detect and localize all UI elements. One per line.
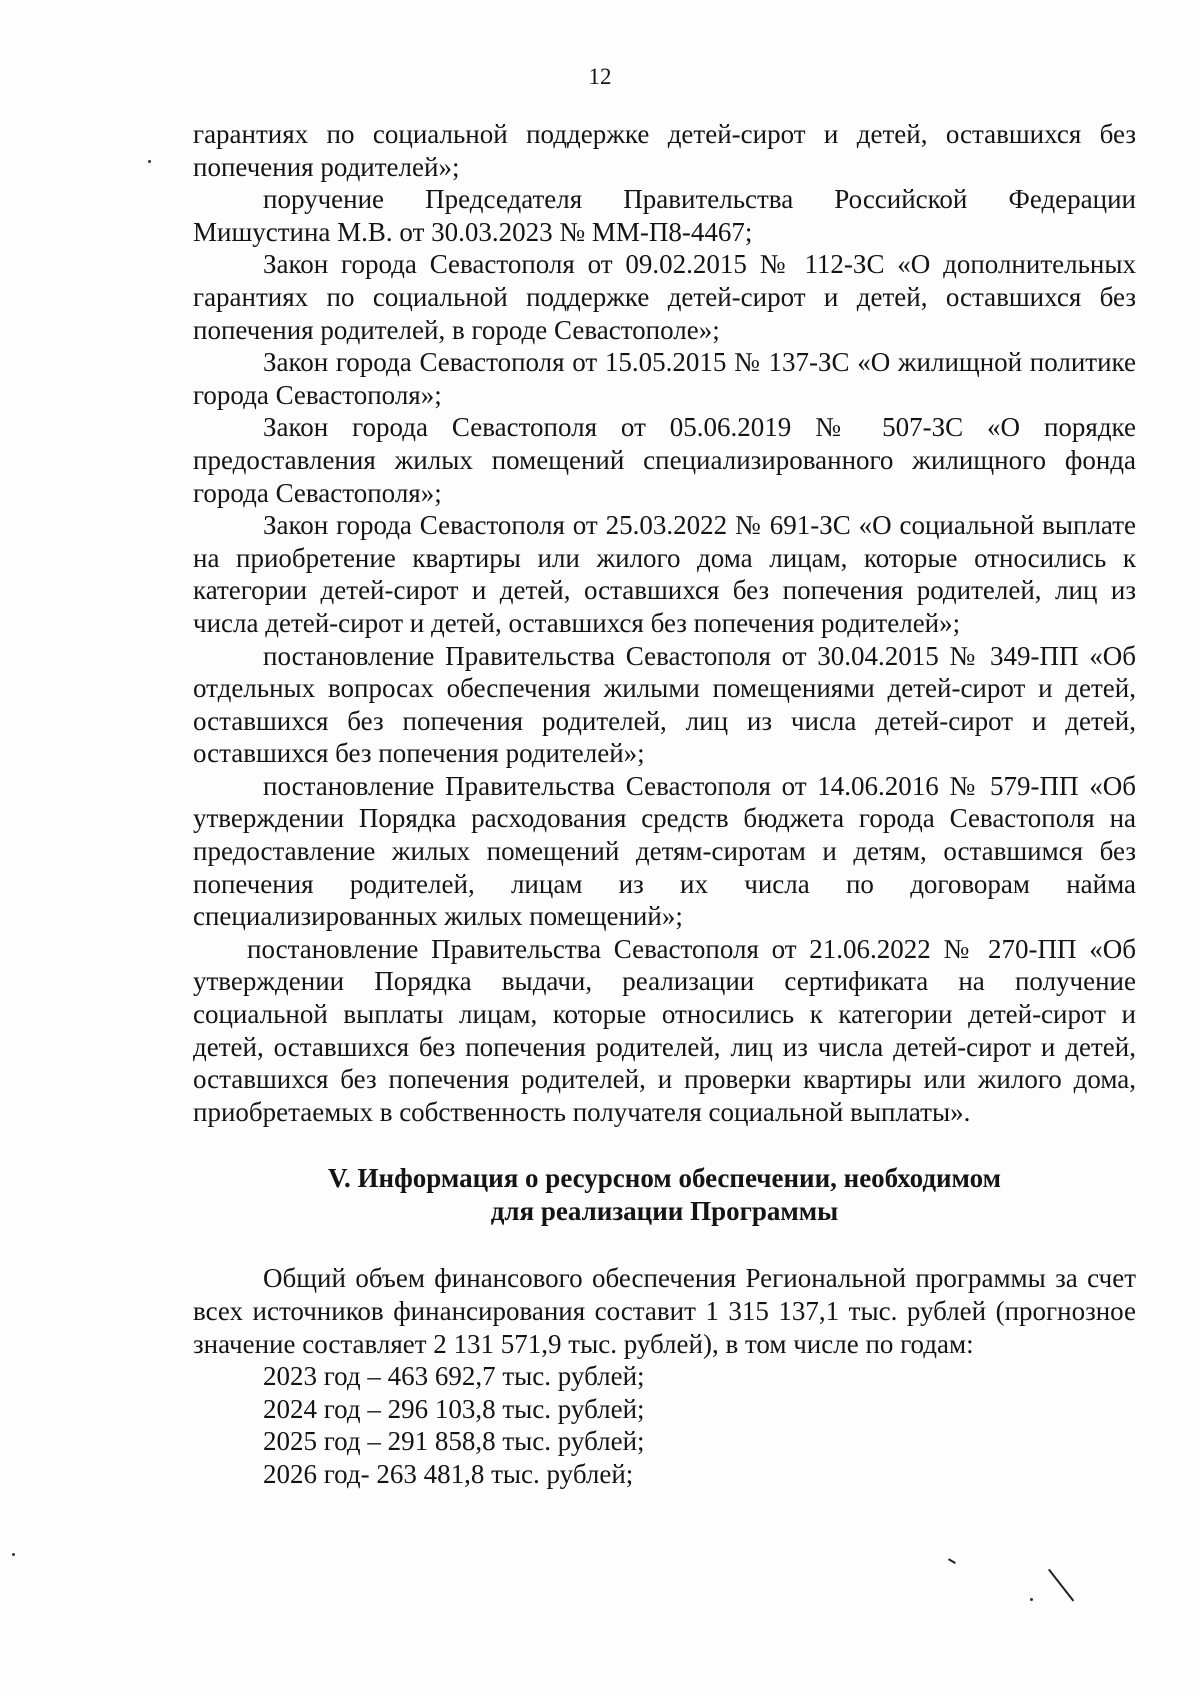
section-heading-line-2: для реализации Программы	[490, 1196, 839, 1227]
paragraph-continuation: гарантиях по социальной поддержке детей-сирот и детей, оставшихся без попечения родителей»;	[193, 119, 1136, 182]
scan-speck	[12, 1553, 15, 1556]
paragraph-resolution-270: постановление Правительства Севастополя от 21.06.2022 № 270-ПП «Об утверждении Порядка выдачи, реализации сертификата на получение социальной выплаты лицам, которые относились к категории детей-сирот и детей, оставшихся без попечения родителей, лиц из числа детей-сирот и детей, оставшихся без попечения родителей, и проверки квартиры или жилого дома, приобретаемых в собственность получателя социальной выплаты».	[193, 933, 1136, 1127]
paragraph-resolution-579: постановление Правительства Севастополя от 14.06.2016 № 579-ПП «Об утверждении Порядка расходования средств бюджета города Севастополя на предоставление жилых помещений детям-сиротам и детям, оставшимся без попечения родителей, лицам из их числа по договорам найма специализированных жилых помещений»;	[193, 770, 1136, 932]
year-line-2023: 2023 год – 463 692,7 тыс. рублей;	[263, 1361, 645, 1392]
paragraph-resolution-349: постановление Правительства Севастополя от 30.04.2015 № 349-ПП «Об отдельных вопросах обеспечения жилыми помещениями детей-сирот и детей, оставшихся без попечения родителей, лиц из числа детей-сирот и детей, оставшихся без попечения родителей»;	[193, 640, 1136, 769]
section-heading	[193, 1162, 1136, 1228]
document-body	[193, 118, 1136, 1491]
paragraph-law-112: Закон города Севастополя от 09.02.2015 № 112-ЗС «О дополнительных гарантиях по социальной поддержке детей-сирот и детей, оставшихся без попечения родителей, в городе Севастополе»;	[193, 249, 1136, 345]
paragraph-order-mishustin: поручение Председателя Правительства Российской Федерации Мишустина М.В. от 30.03.2023 № ММ-П8-4467;	[193, 184, 1136, 247]
scan-speck	[148, 160, 151, 163]
scan-pen-mark	[948, 1558, 956, 1564]
scan-pen-mark	[1048, 1569, 1074, 1602]
year-line-2026: 2026 год- 263 481,8 тыс. рублей;	[263, 1458, 634, 1489]
year-line-2024: 2024 год – 296 103,8 тыс. рублей;	[263, 1393, 645, 1424]
year-line-2025: 2025 год – 291 858,8 тыс. рублей;	[263, 1426, 645, 1457]
page-number: 12	[588, 64, 612, 89]
scan-speck	[1030, 1598, 1033, 1601]
paragraph-law-137: Закон города Севастополя от 15.05.2015 № 137-ЗС «О жилищной политике города Севастополя»;	[193, 347, 1136, 410]
paragraph-law-691: Закон города Севастополя от 25.03.2022 № 691-ЗС «О социальной выплате на приобретение квартиры или жилого дома лицам, которые относились к категории детей-сирот и детей, оставшихся без попечения родителей, лиц из числа детей-сирот и детей, оставшихся без попечения родителей»;	[193, 510, 1136, 638]
paragraph-law-507: Закон города Севастополя от 05.06.2019 № 507-ЗС «О порядке предоставления жилых помещений специализированного жилищного фонда города Севастополя»;	[193, 412, 1136, 508]
paragraph-financing-intro: Общий объем финансового обеспечения Региональной программы за счет всех источников финансирования составит 1 315 137,1 тыс. рублей (прогнозное значение составляет 2 131 571,9 тыс. рублей), в том числе по годам:	[193, 1263, 1136, 1359]
section-heading-line-1: V. Информация о ресурсном обеспечении, необходимом	[328, 1163, 1001, 1194]
